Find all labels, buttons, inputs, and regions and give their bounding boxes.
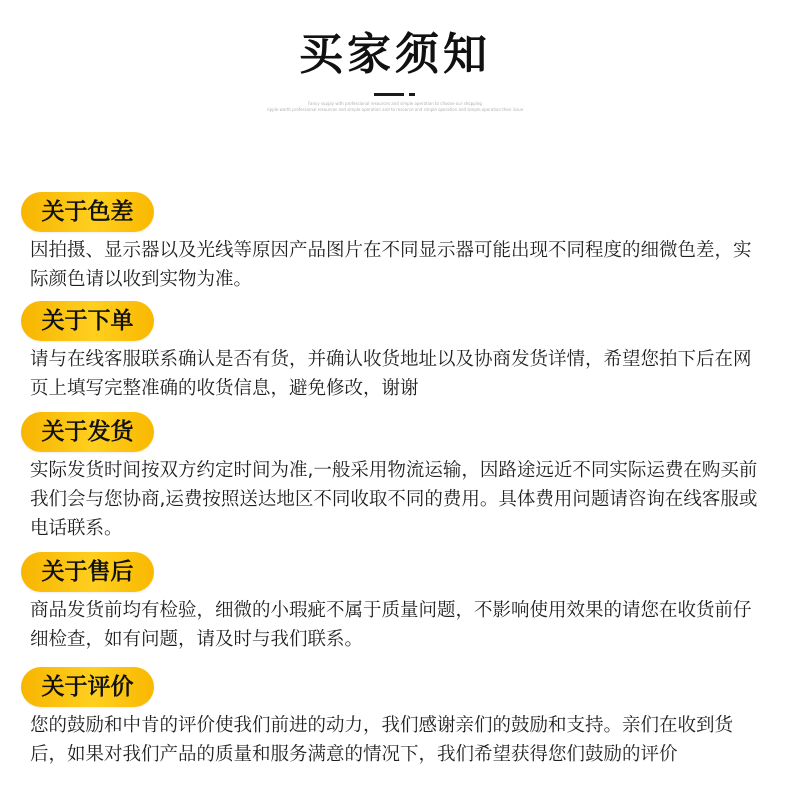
section-label-badge: [21, 301, 154, 341]
section-label: 关于色差: [41, 199, 134, 225]
section-body: 实际发货时间按双方约定时间为准,一般采用物流运输，因路途远近不同实际运费在购买前我们会与您协商,运费按照送达地区不同收取不同的费用。具体费用问题请咨询在线客服或电话联系。: [30, 460, 758, 539]
section-label-badge: [21, 552, 154, 592]
page-title: 买家须知: [299, 29, 491, 80]
section-body: 请与在线客服联系确认是否有货，并确认收货地址以及协商发货详情，希望您拍下后在网页上填写完整准确的收货信息，避免修改，谢谢: [30, 349, 752, 399]
section-body: 商品发货前均有检验，细微的小瑕疵不属于质量问题，不影响使用效果的请您在收货前仔细检查，如有问题，请及时与我们联系。: [30, 600, 752, 650]
section-label: 关于发货: [41, 419, 134, 445]
section-body: 您的鼓励和中肯的评价使我们前进的动力，我们感谢亲们的鼓励和支持。亲们在收到货后，如果对我们产品的质量和服务满意的情况下，我们希望获得您们鼓励的评价: [30, 715, 734, 765]
title-underline-dot: [409, 93, 415, 96]
decorative-caption-line-1: Fancy supply with professional resources and simple operation to choose our shopping: [308, 101, 482, 106]
section-label: 关于评价: [41, 674, 134, 700]
title-underline: [374, 93, 404, 96]
section-label-badge: [21, 412, 154, 452]
section-label-badge: [21, 192, 154, 232]
section-label-badge: [21, 667, 154, 707]
section-label: 关于下单: [41, 308, 134, 334]
section-label: 关于售后: [41, 559, 134, 585]
section-body: 因拍摄、显示器以及光线等原因产品图片在不同显示器可能出现不同程度的细微色差，实际颜色请以收到实物为准。: [30, 240, 752, 290]
decorative-caption-line-2: ripple worth professional resources and simple operation and to resource and simple operation and simple operation their issue: [266, 107, 524, 112]
